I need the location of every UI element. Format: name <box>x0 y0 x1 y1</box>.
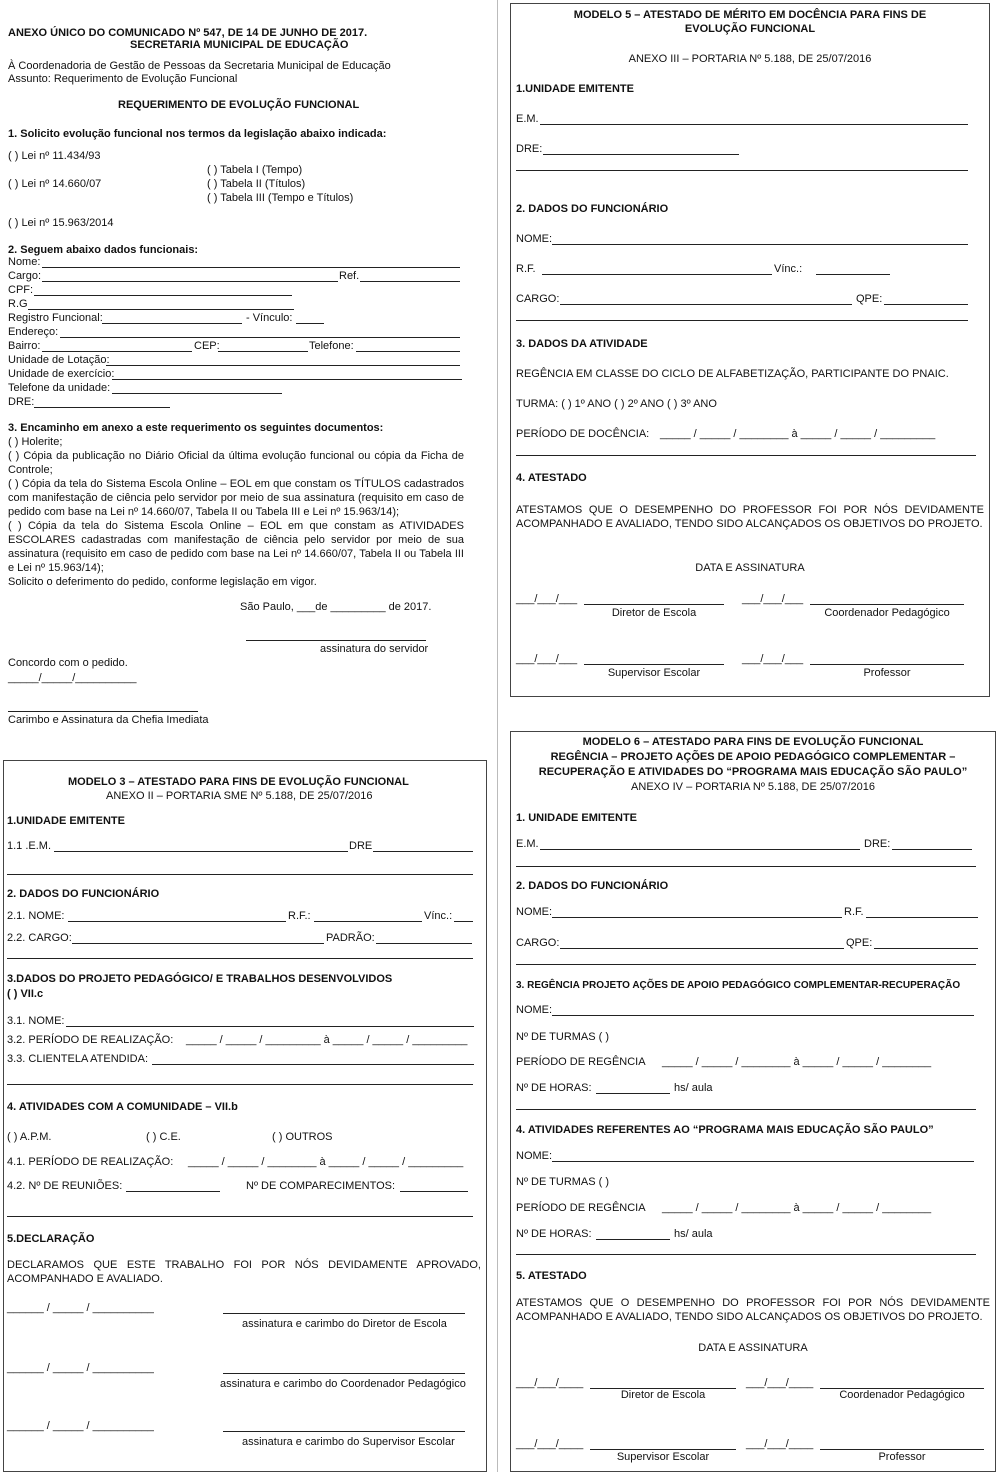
m6-field-horas-1[interactable] <box>596 1093 670 1094</box>
m6-field-horas-2[interactable] <box>596 1239 670 1240</box>
m3-label-periodo32: 3.2. PERÍODO DE REALIZAÇÃO: <box>7 1034 174 1046</box>
servidor-signature-label: assinatura do servidor <box>320 643 429 655</box>
m3-label-nome31: 3.1. NOME: <box>7 1015 65 1027</box>
section-3-heading: 3. Encaminho em anexo a este requerimento os seguintes documentos: <box>8 422 384 434</box>
m3-field-cargo[interactable] <box>72 943 324 944</box>
field-lotacao[interactable] <box>106 365 460 366</box>
m6-sig-line-superv[interactable] <box>590 1449 736 1450</box>
label-vinculo: - Vínculo: <box>246 312 293 324</box>
section-1-heading: 1. Solicito evolução funcional nos termos da legislação abaixo indicada: <box>8 128 387 140</box>
m5-label-nome: NOME: <box>516 233 553 245</box>
m5-section-1: 1.UNIDADE EMITENTE <box>516 83 634 95</box>
checkbox-tabela-1[interactable]: ( ) Tabela I (Tempo) <box>207 164 303 176</box>
form-title: REQUERIMENTO DE EVOLUÇÃO FUNCIONAL <box>118 99 360 111</box>
chefia-signature-label: Carimbo e Assinatura da Chefia Imediata <box>8 714 209 726</box>
m5-date-diretor[interactable]: ___/___/___ <box>516 593 578 605</box>
label-exercicio: Unidade de exercício: <box>8 368 115 380</box>
m5-sig-line-diretor[interactable] <box>584 604 724 605</box>
modelo-6-box <box>510 731 996 1472</box>
m3-field-rf[interactable] <box>314 921 422 922</box>
servidor-signature-line[interactable] <box>246 640 426 641</box>
label-nome: Nome: <box>8 256 41 268</box>
m3-signature-line-3[interactable] <box>223 1431 465 1432</box>
m3-date-2[interactable]: ______ / _____ / __________ <box>7 1362 154 1374</box>
m3-label-cargo: 2.2. CARGO: <box>7 932 72 944</box>
m5-field-nome[interactable] <box>552 244 968 245</box>
m6-section-5: 5. ATESTADO <box>516 1270 587 1282</box>
m5-atestamos: ATESTAMOS QUE O DESEMPENHO DO PROFESSOR FOI POR NÓS DEVIDAMENTE ACOMPANHADO E AVALIADO, TENDO SIDO ALCANÇADOS OS OBJETIVOS DO PROJETO. <box>516 504 984 530</box>
m3-label-clientela: 3.3. CLIENTELA ATENDIDA: <box>7 1053 149 1065</box>
m3-field-padrao[interactable] <box>376 943 472 944</box>
m5-field-qpe[interactable] <box>884 304 968 305</box>
m3-checkbox-viic[interactable]: ( ) VII.c <box>7 988 44 1000</box>
m5-label-rf: R.F. <box>516 263 536 275</box>
m3-label-em: 1.1 .E.M. <box>7 840 52 852</box>
m5-field-rf[interactable] <box>542 274 772 275</box>
concordo-date[interactable]: _____/_____/__________ <box>8 672 137 684</box>
m5-field-cargo[interactable] <box>560 304 852 305</box>
m6-sig-superv: Supervisor Escolar <box>616 1451 710 1463</box>
m5-label-periodo: PERÍODO DE DOCÊNCIA: <box>516 428 650 440</box>
label-cpf: CPF: <box>8 284 34 296</box>
m6-section-4: 4. ATIVIDADES REFERENTES AO “PROGRAMA MAIS EDUCAÇÃO SÃO PAULO” <box>516 1124 934 1136</box>
m5-field-dre[interactable] <box>543 154 739 155</box>
m6-horas-unit-2: hs/ aula <box>674 1228 713 1240</box>
checkbox-lei-11434[interactable]: ( ) Lei nº 11.434/93 <box>8 150 101 162</box>
m5-date-prof[interactable]: ___/___/___ <box>742 653 804 665</box>
m6-blank-line-4[interactable] <box>516 1254 976 1255</box>
modelo-6-anexo: ANEXO IV – PORTARIA Nº 5.188, DE 25/07/2016 <box>631 781 875 793</box>
m6-blank-line-3[interactable] <box>516 1109 976 1110</box>
field-registro[interactable] <box>102 323 242 324</box>
m3-field-clientela[interactable] <box>152 1064 474 1065</box>
m5-field-em[interactable] <box>540 124 968 125</box>
m5-sig-coord: Coordenador Pedagógico <box>824 607 950 619</box>
m5-sig-diretor: Diretor de Escola <box>611 607 697 619</box>
field-bairro[interactable] <box>42 351 192 352</box>
field-ref[interactable] <box>360 281 460 282</box>
m6-date-superv[interactable]: ___/___/____ <box>516 1438 584 1450</box>
m3-signature-diretor: assinatura e carimbo do Diretor de Escola <box>242 1318 447 1330</box>
field-exercicio[interactable] <box>112 379 462 380</box>
m3-label-vinc: Vínc.: <box>424 910 453 922</box>
m3-date-1[interactable]: ______ / _____ / __________ <box>7 1302 154 1314</box>
m6-date-diretor[interactable]: ___/___/____ <box>516 1377 584 1389</box>
label-endereco: Endereço: <box>8 326 59 338</box>
m5-sig-prof: Professor <box>863 667 911 679</box>
m6-turmas-1[interactable]: Nº DE TURMAS ( ) <box>516 1031 610 1043</box>
checkbox-tabela-3[interactable]: ( ) Tabela III (Tempo e Títulos) <box>207 192 354 204</box>
m5-sig-line-superv[interactable] <box>584 664 724 665</box>
m3-checkbox-outros[interactable]: ( ) OUTROS <box>272 1131 333 1143</box>
m3-field-periodo41[interactable]: _____ / _____ / ________ à _____ / _____ / _________ <box>188 1156 464 1168</box>
m3-blank-line-4[interactable] <box>7 1216 473 1217</box>
label-cep: CEP: <box>194 340 220 352</box>
header-secretaria: SECRETARIA MUNICIPAL DE EDUCAÇÃO <box>130 39 349 51</box>
modelo-6-title-1: MODELO 6 – ATESTADO PARA FINS DE EVOLUÇÃO FUNCIONAL <box>582 736 924 748</box>
header-anexo: ANEXO ÚNICO DO COMUNICADO Nº 547, DE 14 DE JUNHO DE 2017. <box>8 27 368 39</box>
checkbox-holerite[interactable]: ( ) Holerite; <box>8 436 63 448</box>
chefia-signature-line[interactable] <box>8 711 198 712</box>
subject: Assunto: Requerimento de Evolução Funcional <box>8 73 238 85</box>
m3-label-dre: DRE <box>349 840 373 852</box>
m3-signature-line-1[interactable] <box>223 1313 465 1314</box>
m3-field-comparec[interactable] <box>400 1191 468 1192</box>
m5-label-dre: DRE: <box>516 143 543 155</box>
checkbox-lei-14660[interactable]: ( ) Lei nº 14.660/07 <box>8 178 102 190</box>
m3-blank-line[interactable] <box>7 874 473 875</box>
modelo-3-title: MODELO 3 – ATESTADO PARA FINS DE EVOLUÇÃO FUNCIONAL <box>68 776 409 788</box>
m6-label-em: E.M. <box>516 838 539 850</box>
m3-checkbox-apm[interactable]: ( ) A.P.M. <box>7 1131 52 1143</box>
m6-field-rf[interactable] <box>866 917 978 918</box>
m5-section-4: 4. ATESTADO <box>516 472 587 484</box>
m3-label-comparec: Nº DE COMPARECIMENTOS: <box>246 1180 396 1192</box>
m3-blank-line-3[interactable] <box>7 1084 473 1085</box>
m6-label-horas-1: Nº DE HORAS: <box>516 1082 592 1094</box>
m3-checkbox-ce[interactable]: ( ) C.E. <box>146 1131 181 1143</box>
m3-section-3: 3.DADOS DO PROJETO PEDAGÓGICO/ E TRABALHOS DESENVOLVIDOS <box>7 973 393 985</box>
label-bairro: Bairro: <box>8 340 41 352</box>
m5-date-coord[interactable]: ___/___/___ <box>742 593 804 605</box>
m5-sig-superv: Supervisor Escolar <box>607 667 701 679</box>
field-endereco[interactable] <box>60 337 460 338</box>
field-telefone[interactable] <box>356 351 460 352</box>
m5-blank-line-3[interactable] <box>516 455 976 456</box>
m6-label-periodo-2: PERÍODO DE REGÊNCIA <box>516 1202 646 1214</box>
m6-field-qpe[interactable] <box>874 948 978 949</box>
field-nome[interactable] <box>42 267 460 268</box>
m3-label-padrao: PADRÃO: <box>326 932 375 944</box>
m5-data-assinatura: DATA E ASSINATURA <box>695 562 805 574</box>
m6-blank-line-2[interactable] <box>516 964 976 965</box>
m3-field-nome31[interactable] <box>66 1026 474 1027</box>
m6-field-dre[interactable] <box>892 849 972 850</box>
modelo-3-anexo: ANEXO II – PORTARIA SME Nº 5.188, DE 25/07/2016 <box>106 790 373 802</box>
m5-regencia: REGÊNCIA EM CLASSE DO CICLO DE ALFABETIZAÇÃO, PARTICIPANTE DO PNAIC. <box>516 368 949 380</box>
m6-horas-unit-1: hs/ aula <box>674 1082 713 1094</box>
label-lotacao: Unidade de Lotação: <box>8 354 110 366</box>
label-tel-unidade: Telefone da unidade: <box>8 382 111 394</box>
m6-section-2: 2. DADOS DO FUNCIONÁRIO <box>516 880 669 892</box>
m6-date-prof[interactable]: ___/___/____ <box>746 1438 814 1450</box>
m6-field-cargo[interactable] <box>560 948 844 949</box>
column-divider <box>497 0 498 1472</box>
m3-field-periodo32[interactable]: _____ / _____ / _________ à _____ / _____ / _________ <box>186 1034 468 1046</box>
m3-field-dre[interactable] <box>373 851 473 852</box>
m6-field-nome[interactable] <box>552 917 842 918</box>
m6-sig-line-prof[interactable] <box>820 1449 984 1450</box>
m6-date-coord[interactable]: ___/___/____ <box>746 1377 814 1389</box>
m6-label-nome4: NOME: <box>516 1150 553 1162</box>
m6-field-periodo-2[interactable]: _____ / _____ / ________ à _____ / _____ / ________ <box>662 1202 932 1214</box>
m6-label-qpe: QPE: <box>846 937 873 949</box>
m5-sig-line-prof[interactable] <box>810 664 964 665</box>
addressee: À Coordenadoria de Gestão de Pessoas da Secretaria Municipal de Educação <box>8 60 391 72</box>
m3-signature-supervisor: assinatura e carimbo do Supervisor Escolar <box>242 1436 455 1448</box>
m3-declaracao: DECLARAMOS QUE ESTE TRABALHO FOI POR NÓS DEVIDAMENTE APROVADO, ACOMPANHADO E AVALIADO. <box>7 1259 481 1285</box>
m5-field-vinc[interactable] <box>816 274 890 275</box>
m6-section-3: 3. REGÊNCIA PROJETO AÇÕES DE APOIO PEDAGÓGICO COMPLEMENTAR-RECUPERAÇÃO <box>516 980 961 991</box>
m6-atestamos: ATESTAMOS QUE O DESEMPENHO DO PROFESSOR FOI POR NÓS DEVIDAMENTE ACOMPANHADO E AVALIADO, TENDO SIDO ALCANÇADOS OS OBJETIVOS DO PROJETO. <box>516 1297 990 1323</box>
field-vinculo[interactable] <box>296 323 324 324</box>
label-ref: Ref. <box>339 270 360 282</box>
m6-field-em[interactable] <box>540 849 860 850</box>
m5-label-em: E.M. <box>516 113 539 125</box>
m6-label-periodo-1: PERÍODO DE REGÊNCIA <box>516 1056 646 1068</box>
m5-section-3: 3. DADOS DA ATIVIDADE <box>516 338 648 350</box>
label-dre: DRE: <box>8 396 35 408</box>
m6-turmas-2[interactable]: Nº DE TURMAS ( ) <box>516 1176 610 1188</box>
label-telefone: Telefone: <box>309 340 354 352</box>
m5-turma-options[interactable]: TURMA: ( ) 1º ANO ( ) 2º ANO ( ) 3º ANO <box>516 398 717 410</box>
m6-label-nome: NOME: <box>516 906 553 918</box>
m5-date-superv[interactable]: ___/___/___ <box>516 653 578 665</box>
label-rg: R.G <box>8 298 28 310</box>
m5-label-qpe: QPE: <box>856 293 883 305</box>
local-data[interactable]: São Paulo, ___de _________ de 2017. <box>240 601 432 613</box>
m3-section-5: 5.DECLARAÇÃO <box>7 1233 95 1245</box>
m3-field-vinc[interactable] <box>454 921 473 922</box>
m6-label-rf: R.F. <box>844 906 864 918</box>
m3-label-periodo41: 4.1. PERÍODO DE REALIZAÇÃO: <box>7 1156 174 1168</box>
modelo-5-anexo: ANEXO III – PORTARIA Nº 5.188, DE 25/07/2016 <box>628 53 872 65</box>
m5-section-2: 2. DADOS DO FUNCIONÁRIO <box>516 203 669 215</box>
m3-signature-coordenador: assinatura e carimbo do Coordenador Pedagógico <box>220 1378 466 1390</box>
m6-label-horas-2: Nº DE HORAS: <box>516 1228 592 1240</box>
m3-date-3[interactable]: ______ / _____ / __________ <box>7 1420 154 1432</box>
m3-label-reunioes: 4.2. Nº DE REUNIÕES: <box>7 1180 123 1192</box>
m6-sig-coord: Coordenador Pedagógico <box>839 1389 965 1401</box>
modelo-5-title-2: EVOLUÇÃO FUNCIONAL <box>684 23 816 35</box>
m5-field-periodo[interactable]: _____ / _____ / ________ à _____ / _____ / _________ <box>660 428 936 440</box>
checkbox-copia-titulos[interactable]: ( ) Cópia da tela do Sistema Escola Online – EOL em que constam os TÍTULOS cadastrados com manifestação de ciência pelo servidor por meio de sua assinatura (requisito em caso de pedido com base na Lei nº 14.660/07, Tabela II ou Tabela III e Lei nº 15.963/14); <box>8 478 464 518</box>
modelo-6-title-2: REGÊNCIA – PROJETO AÇÕES DE APOIO PEDAGÓGICO COMPLEMENTAR – <box>550 751 956 763</box>
concordo-text: Concordo com o pedido. <box>8 657 128 669</box>
m3-field-reunioes[interactable] <box>126 1191 220 1192</box>
m6-blank-line-1[interactable] <box>516 866 976 867</box>
m3-field-nome[interactable] <box>68 921 286 922</box>
m5-blank-line-2[interactable] <box>516 320 968 321</box>
section-2-heading: 2. Seguem abaixo dados funcionais: <box>8 244 199 256</box>
m5-sig-line-coord[interactable] <box>810 604 964 605</box>
m3-label-rf: R.F.: <box>288 910 311 922</box>
m3-field-em[interactable] <box>54 851 348 852</box>
m6-sig-prof: Professor <box>878 1451 926 1463</box>
checkbox-copia-atividades[interactable]: ( ) Cópia da tela do Sistema Escola Online – EOL em que constam as ATIVIDADES ESCOLARES cadastradas com manifestação de ciência pelo servidor por meio de sua assinatura (requisito em caso de pedido com base na Lei nº 14.660/07, Tabela II ou Tabela III e Lei nº 15.963/14); <box>8 520 464 574</box>
m3-label-nome: 2.1. NOME: <box>7 910 65 922</box>
m3-section-2: 2. DADOS DO FUNCIONÁRIO <box>7 888 160 900</box>
m3-section-4: 4. ATIVIDADES COM A COMUNIDADE – VII.b <box>7 1101 238 1113</box>
field-tel-unidade[interactable] <box>112 393 282 394</box>
checkbox-lei-15963[interactable]: ( ) Lei nº 15.963/2014 <box>8 217 114 229</box>
field-cep[interactable] <box>218 351 308 352</box>
m5-blank-line-1[interactable] <box>516 170 968 171</box>
deferimento-text: Solicito o deferimento do pedido, conforme legislação em vigor. <box>8 576 317 588</box>
m6-label-nome3: NOME: <box>516 1004 553 1016</box>
m5-label-vinc: Vínc.: <box>774 263 803 275</box>
m6-label-dre: DRE: <box>864 838 891 850</box>
m6-field-nome4[interactable] <box>552 1161 974 1162</box>
checkbox-tabela-2[interactable]: ( ) Tabela II (Títulos) <box>207 178 306 190</box>
m6-field-nome3[interactable] <box>552 1015 974 1016</box>
m6-section-1: 1. UNIDADE EMITENTE <box>516 812 638 824</box>
field-cpf[interactable] <box>34 295 292 296</box>
m6-field-periodo-1[interactable]: _____ / _____ / ________ à _____ / _____ / ________ <box>662 1056 932 1068</box>
field-cargo[interactable] <box>42 281 338 282</box>
label-cargo: Cargo: <box>8 270 42 282</box>
label-registro: Registro Funcional: <box>8 312 103 324</box>
m3-blank-line-2[interactable] <box>7 958 473 959</box>
m6-label-cargo: CARGO: <box>516 937 560 949</box>
field-dre[interactable] <box>34 407 170 408</box>
checkbox-copia-do[interactable]: ( ) Cópia da publicação no Diário Oficial da última evolução funcional ou cópia da Ficha de Controle; <box>8 450 464 476</box>
m6-sig-diretor: Diretor de Escola <box>620 1389 706 1401</box>
m6-data-assinatura: DATA E ASSINATURA <box>698 1342 808 1354</box>
field-rg[interactable] <box>28 309 294 310</box>
m3-signature-line-2[interactable] <box>223 1373 465 1374</box>
modelo-6-title-3: RECUPERAÇÃO E ATIVIDADES DO “PROGRAMA MAIS EDUCAÇÃO SÃO PAULO” <box>538 766 968 778</box>
m5-label-cargo: CARGO: <box>516 293 560 305</box>
modelo-5-title-1: MODELO 5 – ATESTADO DE MÉRITO EM DOCÊNCIA PARA FINS DE <box>573 9 927 21</box>
m3-section-1: 1.UNIDADE EMITENTE <box>7 815 125 827</box>
